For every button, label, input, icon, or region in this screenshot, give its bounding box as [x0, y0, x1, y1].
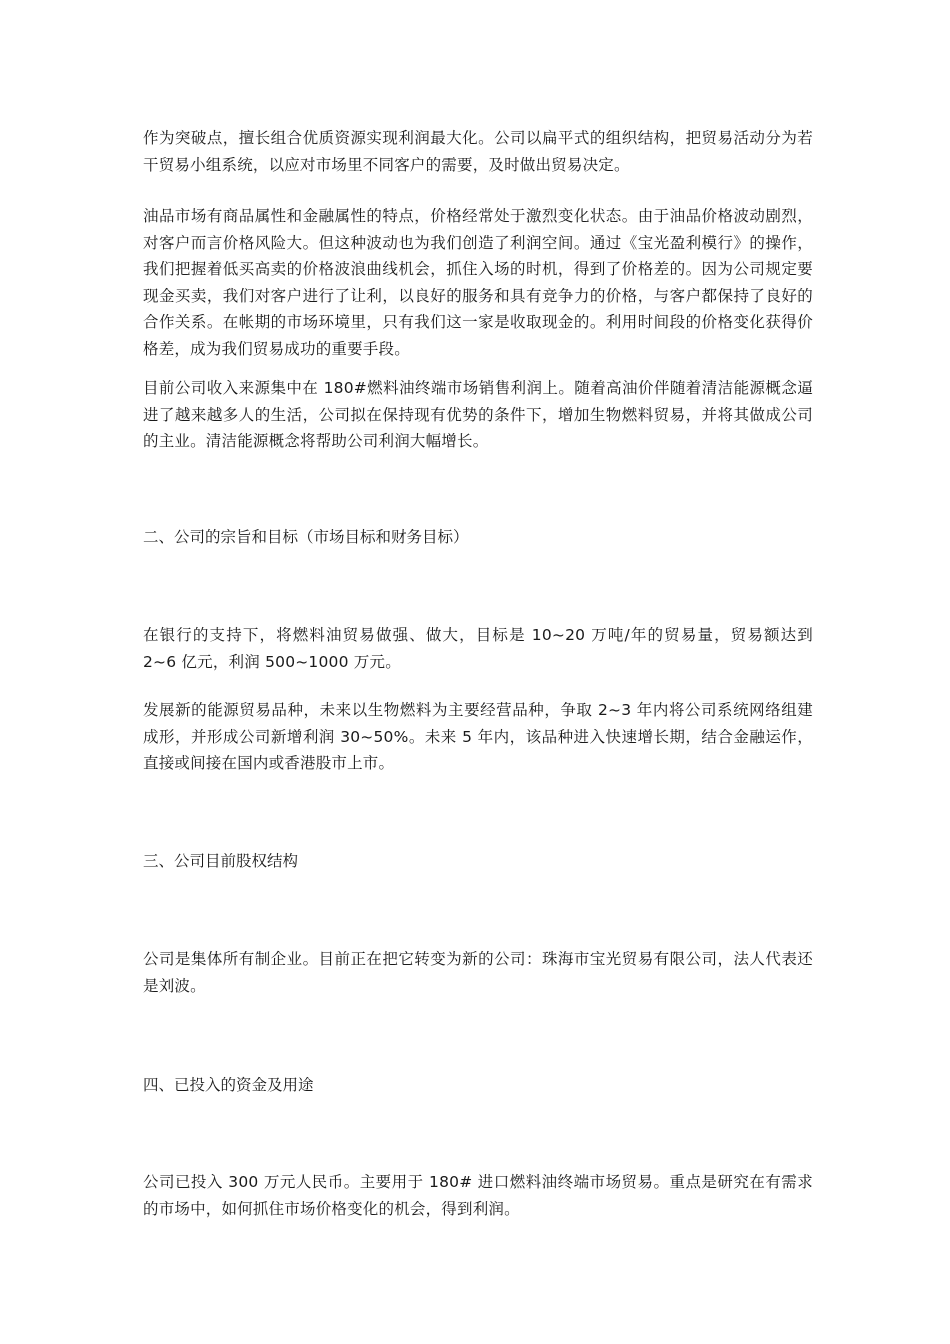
paragraph-investment: 公司已投入 300 万元人民币。主要用于 180# 进口燃料油终端市场贸易。重点是研究在有需求的市场中，如何抓住市场价格变化的机会，得到利润。 — [143, 1173, 813, 1218]
paragraph-oil-market: 油品市场有商品属性和金融属性的特点，价格经常处于激烈变化状态。由于油品价格波动剧烈，对客户而言价格风险大。但这种波动也为我们创造了利润空间。通过《宝光盈利模行》的操作，我们把握着低买高卖的价格波浪曲线机会，抓住入场的时机，得到了价格差的。因为公司规定要现金买卖，我们对客户进行了让利，以良好的服务和具有竞争力的价格，与客户都保持了良好的合作关系。在帐期的市场环境里，只有我们这一家是收取现金的。利用时间段的价格变化获得价格差，成为我们贸易成功的重要手段。 — [143, 207, 813, 358]
section-heading-funds: 四、已投入的资金及用途 — [143, 1076, 314, 1094]
paragraph-ownership: 公司是集体所有制企业。目前正在把它转变为新的公司：珠海市宝光贸易有限公司，法人代表还是刘波。 — [143, 950, 813, 995]
paragraph-new-energy: 发展新的能源贸易品种，未来以生物燃料为主要经营品种，争取 2~3 年内将公司系统网络组建成形，并形成公司新增利润 30~50%。未来 5 年内，该品种进入快速增长期，结合金融运作，直接或间接在国内或香港股市上市。 — [143, 701, 813, 772]
paragraph-trade-goal: 在银行的支持下，将燃料油贸易做强、做大，目标是 10~20 万吨/年的贸易量，贸易额达到 2~6 亿元，利润 500~1000 万元。 — [143, 626, 813, 671]
section-heading-goals: 二、公司的宗旨和目标（市场目标和财务目标） — [143, 528, 469, 546]
section-heading-equity: 三、公司目前股权结构 — [143, 852, 299, 870]
paragraph-organization: 作为突破点，擅长组合优质资源实现利润最大化。公司以扁平式的组织结构，把贸易活动分为若干贸易小组系统，以应对市场里不同客户的需要，及时做出贸易决定。 — [143, 129, 813, 174]
paragraph-income-source: 目前公司收入来源集中在 180#燃料油终端市场销售利润上。随着高油价伴随着清洁能源概念逼进了越来越多人的生活，公司拟在保持现有优势的条件下，增加生物燃料贸易，并将其做成公司的主业。清洁能源概念将帮助公司利润大幅增长。 — [143, 379, 813, 450]
